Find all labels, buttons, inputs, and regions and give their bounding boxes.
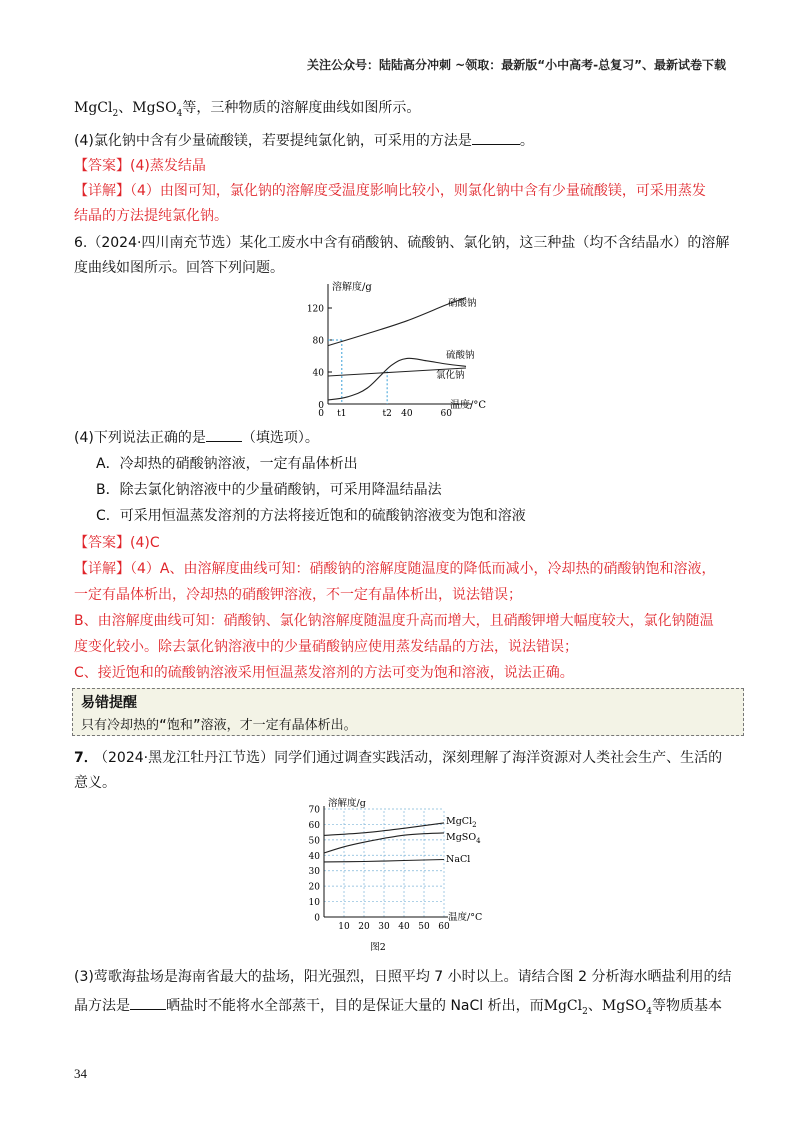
q6-answer: 【答案】(4)C	[74, 535, 160, 551]
series-label: 氯化钠	[436, 370, 465, 381]
option-b: B．除去氯化钠溶液中的少量硝酸钠，可采用降温结晶法	[96, 482, 442, 498]
series-label: 硫酸钠	[446, 350, 475, 361]
q6-detail-line: C、接近饱和的硫酸钠溶液采用恒温蒸发溶剂的方法可变为饱和溶液，说法正确。	[74, 665, 574, 681]
solubility-chart-q6	[300, 278, 500, 426]
y-tick-label: 50	[308, 836, 320, 847]
x-tick-label: t1	[337, 409, 347, 419]
q5-detail-line: 结晶的方法提纯氯化钠。	[74, 208, 228, 224]
series-line	[328, 298, 466, 346]
page-header: 关注公众号：陆陆高分冲刺 ~领取：最新版“小中高考-总复习”、最新试卷下载	[307, 58, 726, 72]
x-tick-label: 60	[438, 922, 450, 932]
q6-detail-line: 【详解】（4）A、由溶解度曲线可知：硝酸钠的溶解度随温度的降低而减小，冷却热的硝酸钠饱和溶液，	[74, 561, 716, 577]
q6-stem-line: 度曲线如图所示。回答下列问题。	[74, 260, 284, 276]
solubility-chart-fig2	[300, 796, 520, 958]
option-a: A．冷却热的硝酸钠溶液，一定有晶体析出	[96, 456, 358, 472]
q7-stem-line: 意义。	[74, 775, 116, 791]
page-number: 34	[74, 1066, 87, 1081]
q7-stem-line: （2024·黑龙江牡丹江节选）同学们通过调查实践活动，深刻理解了海洋资源对人类社会生产、生活的	[94, 750, 723, 766]
series-label: NaCl	[446, 854, 471, 865]
formula-mgso4: MgSO$_4$	[132, 100, 183, 119]
x-tick-label: 20	[358, 922, 370, 932]
y-tick-label: 70	[308, 805, 320, 816]
answer-blank	[206, 428, 242, 442]
formula-mgso4: MgSO$_4$	[601, 998, 652, 1017]
answer-blank	[472, 131, 520, 145]
q5-intro: MgCl$_2$、MgSO$_4$等，三种物质的溶解度曲线如图所示。	[74, 100, 421, 119]
x-tick-label: t2	[382, 409, 392, 419]
series-label: 硝酸钠	[448, 298, 477, 309]
x-axis-label: 温度/°C	[448, 912, 483, 923]
tip-text: 只有冷却热的“饱和”溶液，才一定有晶体析出。	[81, 718, 357, 733]
figure-caption: 图2	[370, 942, 386, 953]
y-tick-label: 20	[308, 882, 320, 893]
q6-question-4: (4)下列说法正确的是 （填选项）。	[74, 430, 319, 446]
q7-question-3: (3)莺歌海盐场是海南省最大的盐场，阳光强烈，日照平均 7 小时以上。请结合图 2 分析海水晒盐利用的结	[74, 969, 732, 985]
q6-detail-line: B、由溶解度曲线可知：硝酸钠、氯化钠溶解度随温度升高而增大，且硝酸钾增大幅度较大，氯化钠随温	[74, 613, 714, 629]
tip-title: 易错提醒	[81, 695, 137, 711]
y-axis-label: 溶解度/g	[328, 798, 366, 809]
y-tick-label: 120	[306, 304, 324, 315]
y-tick-label: 0	[318, 401, 324, 411]
x-tick-label: 40	[401, 409, 413, 419]
error-tip-box	[72, 688, 744, 736]
x-tick-label: 10	[338, 922, 350, 932]
q6-stem-line: 6.（2024·四川南充节选）某化工废水中含有硝酸钠、硫酸钠、氯化钠，这三种盐（均不含结晶水）的溶解	[74, 235, 730, 251]
x-tick-label: 60	[440, 409, 453, 419]
y-tick-label: 40	[312, 368, 324, 379]
x-tick-label: 50	[418, 922, 430, 932]
q5-question-4: (4)氯化钠中含有少量硫酸镁，若要提纯氯化钠，可采用的方法是 。	[74, 133, 534, 149]
x-tick-label: 40	[398, 922, 410, 932]
x-axis-label: 温度/°C	[450, 400, 487, 411]
y-tick-label: 60	[308, 820, 320, 831]
y-tick-label: 10	[308, 898, 320, 909]
formula-mgcl2: MgCl$_2$	[74, 100, 119, 119]
q7-number: 7．	[74, 750, 98, 766]
q5-answer: 【答案】(4)蒸发结晶	[74, 158, 206, 174]
x-tick-label: 0	[318, 409, 324, 419]
answer-blank	[130, 996, 166, 1010]
q7-question-3-cont: 晶方法是 晒盐时不能将水全部蒸干，目的是保证大量的 NaCl 析出，而MgCl$_2$、MgSO$_4$等物质基本	[74, 998, 722, 1017]
y-tick-label: 30	[308, 867, 320, 878]
option-c: C．可采用恒温蒸发溶剂的方法将接近饱和的硫酸钠溶液变为饱和溶液	[96, 508, 526, 524]
y-axis-label: 溶解度/g	[332, 282, 372, 293]
q5-detail-line: 【详解】（4）由图可知，氯化钠的溶解度受温度影响比较小，则氯化钠中含有少量硫酸镁，可采用蒸发	[74, 183, 706, 199]
y-tick-label: 40	[308, 851, 320, 862]
y-tick-label: 80	[312, 336, 324, 347]
series-label: MgSO$_4$	[446, 832, 481, 845]
x-tick-label: 30	[378, 922, 390, 932]
y-tick-label: 0	[314, 913, 320, 924]
series-label: MgCl$_2$	[446, 816, 477, 829]
formula-mgcl2: MgCl$_2$	[543, 998, 588, 1017]
q6-detail-line: 度变化较小。除去氯化钠溶液中的少量硝酸钠应使用蒸发结晶的方法，说法错误；	[74, 639, 578, 655]
q6-detail-line: 一定有晶体析出，冷却热的硝酸钾溶液，不一定有晶体析出，说法错误；	[74, 587, 522, 603]
